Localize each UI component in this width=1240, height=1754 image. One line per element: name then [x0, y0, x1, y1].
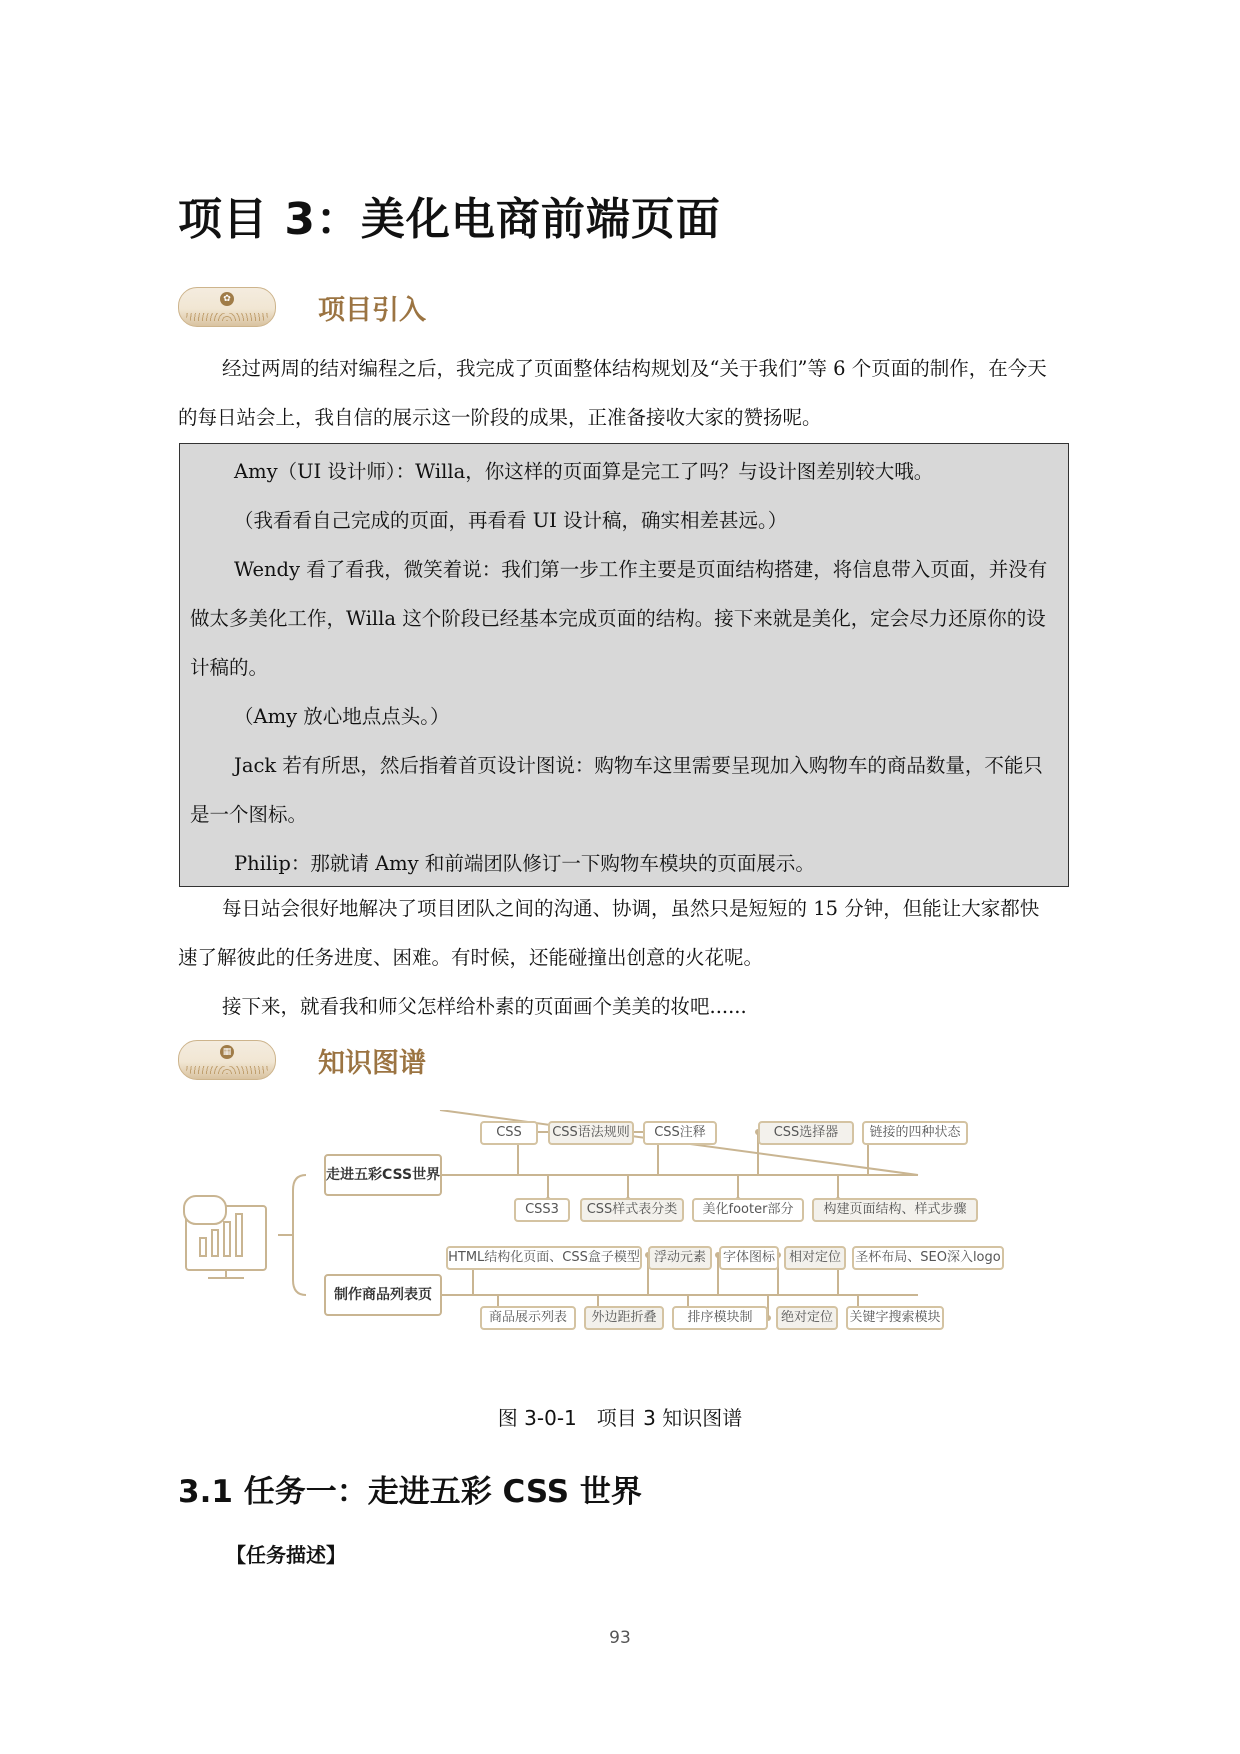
mindmap-node: 美化footer部分: [692, 1198, 804, 1222]
knowledge-map-lines: [178, 1110, 1058, 1370]
mindmap-node: CSS: [480, 1121, 538, 1145]
dialog-box: [179, 443, 1069, 887]
mindmap-node: 外边距折叠: [584, 1306, 664, 1330]
mindmap-node: 圣杯布局、SEO深入logo: [852, 1246, 1004, 1270]
mindmap-node: CSS选择器: [758, 1121, 854, 1145]
mindmap-node: 排序模块制: [672, 1306, 768, 1330]
knowledge-map: [178, 1110, 1058, 1370]
mindmap-root-css-world: 走进五彩CSS世界: [324, 1154, 442, 1196]
page-number: 93: [609, 1628, 631, 1648]
section-heading-map: 知识图谱: [318, 1048, 426, 1079]
dialog-line: Amy（UI 设计师）：Willa，你这样的页面算是完工了吗？与设计图差别较大哦。: [234, 460, 934, 483]
figure-caption: 图 3-0-1 项目 3 知识图谱: [497, 1406, 743, 1430]
mindmap-node: CSS注释: [643, 1121, 717, 1145]
badge-chart-icon: ▦: [220, 1045, 234, 1059]
mindmap-node: CSS语法规则: [548, 1121, 634, 1145]
mindmap-node: 商品展示列表: [480, 1306, 576, 1330]
badge-wave-pattern: [185, 313, 269, 321]
badge-wave-pattern: [185, 1066, 269, 1074]
task-description-label: 【任务描述】: [226, 1543, 346, 1567]
subsection-title: 3.1 任务一：走进五彩 CSS 世界: [178, 1474, 642, 1510]
mindmap-node: 关键字搜索模块: [846, 1306, 944, 1330]
section-badge-intro: [178, 287, 276, 327]
section-heading-intro: 项目引入: [318, 295, 426, 326]
after-paragraph-1: 每日站会很好地解决了项目团队之间的沟通、协调，虽然只是短短的 15 分钟，但能让大家都快速了解彼此的任务进度、困难。有时候，还能碰撞出创意的火花呢。: [178, 897, 1040, 969]
dialog-line: Jack 若有所思，然后指着首页设计图说：购物车这里需要呈现加入购物车的商品数量，不能只是一个图标。: [190, 754, 1043, 826]
dialog-line: Philip：那就请 Amy 和前端团队修订一下购物车模块的页面展示。: [234, 852, 815, 875]
mindmap-root-product-list: 制作商品列表页: [324, 1274, 442, 1316]
mindmap-node: 构建页面结构、样式步骤: [812, 1198, 978, 1222]
mindmap-node: 浮动元素: [648, 1246, 712, 1270]
page-title: 项目 3：美化电商前端页面: [178, 194, 721, 245]
after-paragraph-2: 接下来，就看我和师父怎样给朴素的页面画个美美的妆吧......: [222, 995, 747, 1018]
mindmap-node: 字体图标: [719, 1246, 779, 1270]
mindmap-node: 绝对定位: [776, 1306, 838, 1330]
mindmap-node: HTML结构化页面、CSS盒子模型: [446, 1246, 642, 1270]
mindmap-node: CSS3: [514, 1198, 570, 1222]
intro-paragraph: 经过两周的结对编程之后，我完成了页面整体结构规划及“关于我们”等 6 个页面的制作，在今天的每日站会上，我自信的展示这一阶段的成果，正准备接收大家的赞扬呢。: [178, 357, 1047, 429]
dialog-line: （Amy 放心地点点头。）: [234, 705, 450, 728]
mindmap-node: 链接的四种状态: [862, 1121, 968, 1145]
badge-emblem-icon: ✿: [220, 292, 234, 306]
dialog-line: （我看看自己完成的页面，再看看 UI 设计稿，确实相差甚远。）: [234, 509, 788, 532]
mindmap-node: CSS样式表分类: [580, 1198, 684, 1222]
mindmap-node: 相对定位: [784, 1246, 846, 1270]
section-badge-map: [178, 1040, 276, 1080]
dialog-line: Wendy 看了看我，微笑着说：我们第一步工作主要是页面结构搭建，将信息带入页面，并没有做太多美化工作，Willa 这个阶段已经基本完成页面的结构。接下来就是美化，定会尽力还原你的设计稿的。: [190, 558, 1048, 679]
